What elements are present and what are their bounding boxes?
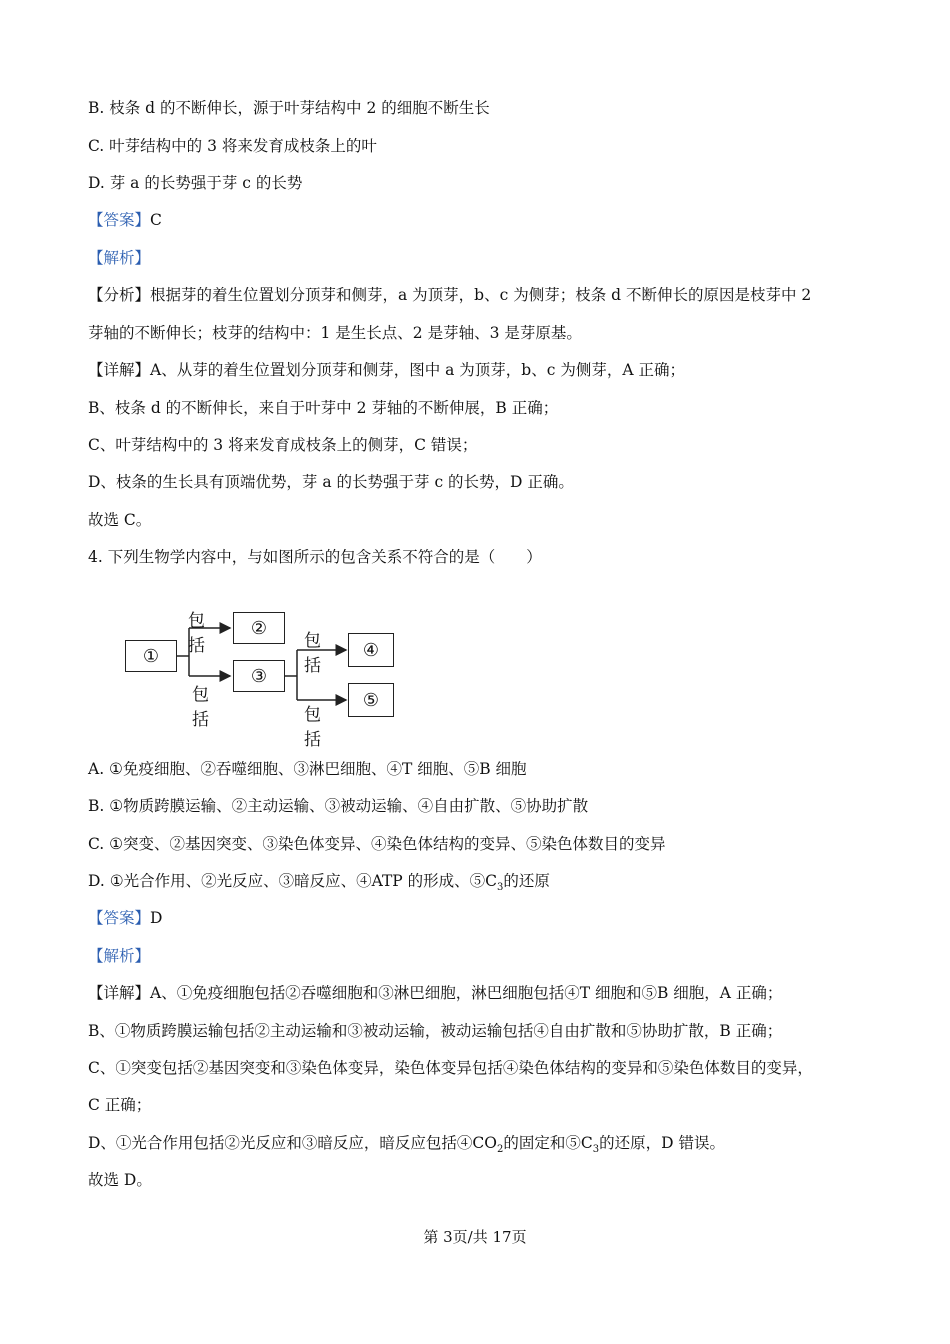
q4-option-a: A. ①免疫细胞、②吞噬细胞、③淋巴细胞、④T 细胞、⑤B 细胞 <box>88 760 527 778</box>
q3-detail-a: 【详解】A、从芽的着生位置划分顶芽和侧芽，图中 a 为顶芽，b、c 为侧芽，A 正确； <box>88 361 685 379</box>
q4-conclusion: 故选 D。 <box>88 1171 152 1189</box>
fenxi-tag: 【分析】 <box>88 286 151 304</box>
answer-value: C <box>150 211 162 229</box>
node-2: ② <box>233 612 285 644</box>
q3-option-d: D. 芽 a 的长势强于芽 c 的长势 <box>88 174 303 192</box>
q3-detail-b: B、枝条 d 的不断伸长，来自于叶芽中 2 芽轴的不断伸展，B 正确； <box>88 399 559 417</box>
q3-detail-c: C、叶芽结构中的 3 将来发育成枝条上的侧芽，C 错误； <box>88 436 478 454</box>
node-4: ④ <box>348 633 394 667</box>
q3-answer <box>88 210 162 230</box>
q4-option-d: D. ①光合作用、②光反应、③暗反应、④ATP 的形成、$⑤C_3$的还原 <box>88 872 550 894</box>
detail-tag: 【详解】 <box>88 361 151 379</box>
answer-tag: 【答案】 <box>88 909 151 927</box>
q4-detail-c1: C、①突变包括②基因突变和③染色体变异，染色体变异包括④染色体结构的变异和⑤染色体数目的变异， <box>88 1059 813 1077</box>
answer-tag: 【答案】 <box>88 211 151 229</box>
q4-detail-a: 【详解】A、①免疫细胞包括②吞噬细胞和③淋巴细胞，淋巴细胞包括④T 细胞和⑤B 细胞，A 正确； <box>88 984 783 1002</box>
q4-option-b: B. ①物质跨膜运输、②主动运输、③被动运输、④自由扩散、⑤协助扩散 <box>88 797 589 815</box>
label-includes-1: 包括 <box>188 611 205 656</box>
q3-option-b: B. 枝条 d 的不断伸长，源于叶芽结构中 2 的细胞不断生长 <box>88 99 490 117</box>
node-3: ③ <box>233 660 285 692</box>
q4-answer <box>88 908 162 928</box>
q4-detail-c2: C 正确； <box>88 1096 152 1114</box>
q4-option-c: C. ①突变、②基因突变、③染色体变异、④染色体结构的变异、⑤染色体数目的变异 <box>88 835 666 853</box>
q3-detail-d: D、枝条的生长具有顶端优势，芽 a 的长势强于芽 c 的长势，D 正确。 <box>88 473 574 491</box>
q4-stem: 4. 下列生物学内容中，与如图所示的包含关系不符合的是（ ） <box>88 548 542 566</box>
q4-detail-d: D、①光合作用包括②光反应和③暗反应，暗反应包括$④CO_2$的固定和$⑤C_3$的还原，D 错误。 <box>88 1134 725 1156</box>
label-includes-4: 包括 <box>304 705 321 750</box>
answer-value: D <box>150 909 163 927</box>
node-5: ⑤ <box>348 683 394 717</box>
q3-conclusion: 故选 C。 <box>88 511 152 529</box>
label-includes-2: 包括 <box>192 685 209 730</box>
q4-detail-b: B、①物质跨膜运输包括②主动运输和③被动运输，被动运输包括④自由扩散和⑤协助扩散，B 正确； <box>88 1022 783 1040</box>
node-1: ① <box>125 640 177 672</box>
q4-analysis-tag: 【解析】 <box>88 947 151 965</box>
label-includes-3: 包括 <box>304 631 321 676</box>
page-footer: 第 3页/共 17页 <box>423 1228 527 1246</box>
q3-analysis-tag: 【解析】 <box>88 249 151 267</box>
detail-tag: 【详解】 <box>88 984 151 1002</box>
q3-option-c: C. 叶芽结构中的 3 将来发育成枝条上的叶 <box>88 137 377 155</box>
q3-fenxi-1: 【分析】根据芽的着生位置划分顶芽和侧芽，a 为顶芽，b、c 为侧芽；枝条 d 不断伸长的原因是枝芽中 2 <box>88 286 812 304</box>
q3-fenxi-2: 芽轴的不断伸长；枝芽的结构中：1 是生长点、2 是芽轴、3 是芽原基。 <box>88 324 582 342</box>
